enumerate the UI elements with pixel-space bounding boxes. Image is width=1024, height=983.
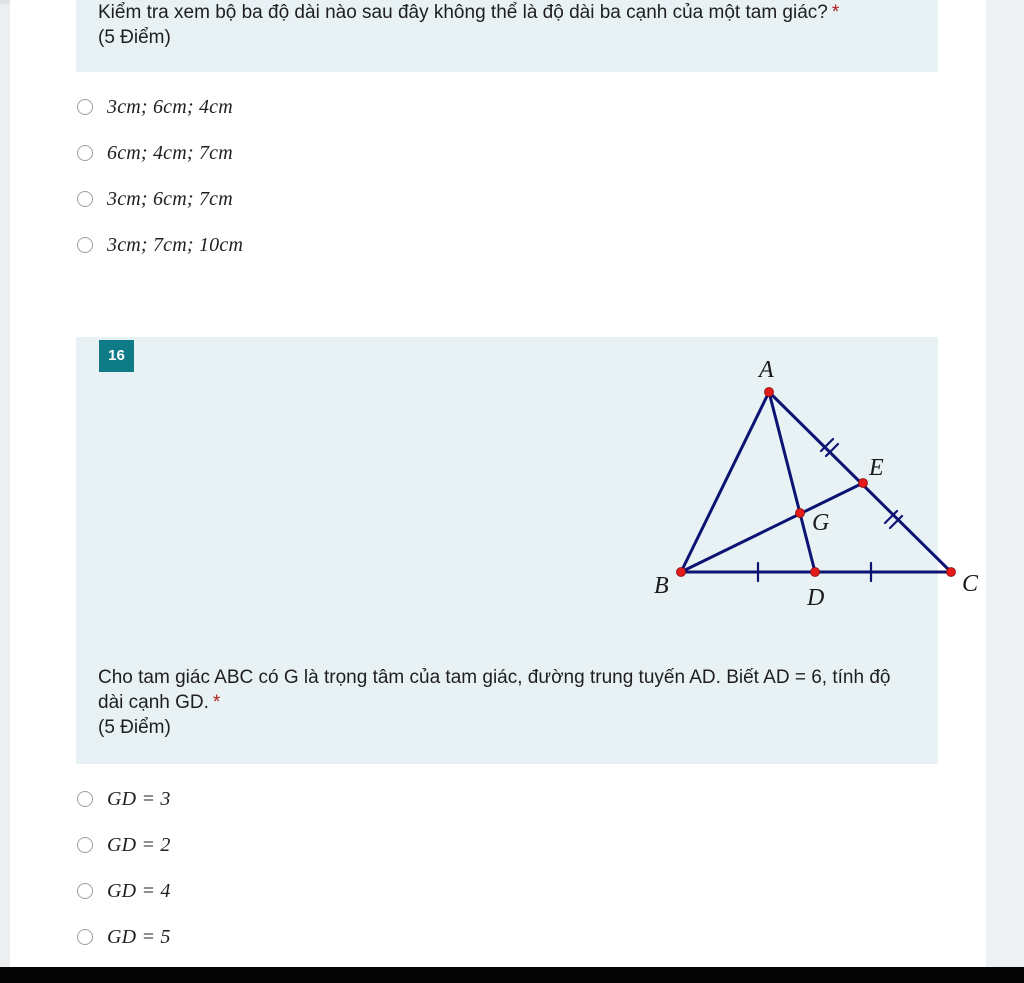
required-marker: * <box>212 692 221 713</box>
label-a: A <box>759 357 774 383</box>
label-e: E <box>869 455 884 481</box>
question-16-option-4[interactable] <box>76 914 171 960</box>
radio-button[interactable] <box>77 837 93 853</box>
question-15-option-2[interactable] <box>76 130 243 176</box>
question-16-header <box>76 337 979 764</box>
question-16-text: Cho tam giác ABC có G là trọng tâm của tam giác, đường trung tuyến AD. Biết AD = 6, tính độ dài cạnh GD. <box>98 667 891 713</box>
radio-button[interactable] <box>77 191 93 207</box>
label-b: B <box>654 573 669 599</box>
radio-button[interactable] <box>77 929 93 945</box>
question-16-option-2[interactable] <box>76 822 171 868</box>
option-label: GD = 2 <box>107 833 171 856</box>
point-e <box>859 479 868 488</box>
question-15-option-3[interactable] <box>76 176 243 222</box>
bottom-bar <box>0 967 1024 983</box>
question-16-points: (5 Điểm) <box>98 717 171 738</box>
option-label: GD = 3 <box>107 787 171 810</box>
question-16-option-3[interactable] <box>76 868 171 914</box>
point-b <box>677 568 686 577</box>
label-d: D <box>807 585 825 611</box>
option-label: 3cm; 6cm; 4cm <box>107 95 233 118</box>
question-16-option-1[interactable] <box>76 776 171 822</box>
question-16-options <box>76 776 171 960</box>
question-15-option-4[interactable] <box>76 222 243 268</box>
question-16-text-block <box>98 665 918 740</box>
segment-ab <box>681 392 769 572</box>
form-sheet <box>10 0 986 967</box>
median-be <box>681 483 863 572</box>
label-c: C <box>962 571 979 597</box>
question-15-text-block <box>98 0 918 50</box>
required-marker: * <box>831 2 840 23</box>
radio-button[interactable] <box>77 99 93 115</box>
question-15-header <box>76 0 938 72</box>
question-15-option-1[interactable] <box>76 84 243 130</box>
point-d <box>811 568 820 577</box>
question-15-options <box>76 84 243 268</box>
question-15-text: Kiểm tra xem bộ ba độ dài nào sau đây không thể là độ dài ba cạnh của một tam giác? <box>98 2 828 23</box>
option-label: 3cm; 7cm; 10cm <box>107 233 244 256</box>
triangle-figure <box>581 347 979 632</box>
option-label: 3cm; 6cm; 7cm <box>107 187 233 210</box>
option-label: 6cm; 4cm; 7cm <box>107 141 233 164</box>
radio-button[interactable] <box>77 145 93 161</box>
radio-button[interactable] <box>77 791 93 807</box>
option-label: GD = 5 <box>107 925 171 948</box>
question-number-badge: 16 <box>99 340 134 372</box>
radio-button[interactable] <box>77 883 93 899</box>
option-label: GD = 4 <box>107 879 171 902</box>
point-c <box>947 568 956 577</box>
label-g: G <box>812 510 830 536</box>
question-15-points: (5 Điểm) <box>98 27 171 48</box>
point-a <box>765 388 774 397</box>
median-ad <box>769 392 815 572</box>
right-gutter <box>986 0 1024 967</box>
point-g <box>796 509 805 518</box>
radio-button[interactable] <box>77 237 93 253</box>
